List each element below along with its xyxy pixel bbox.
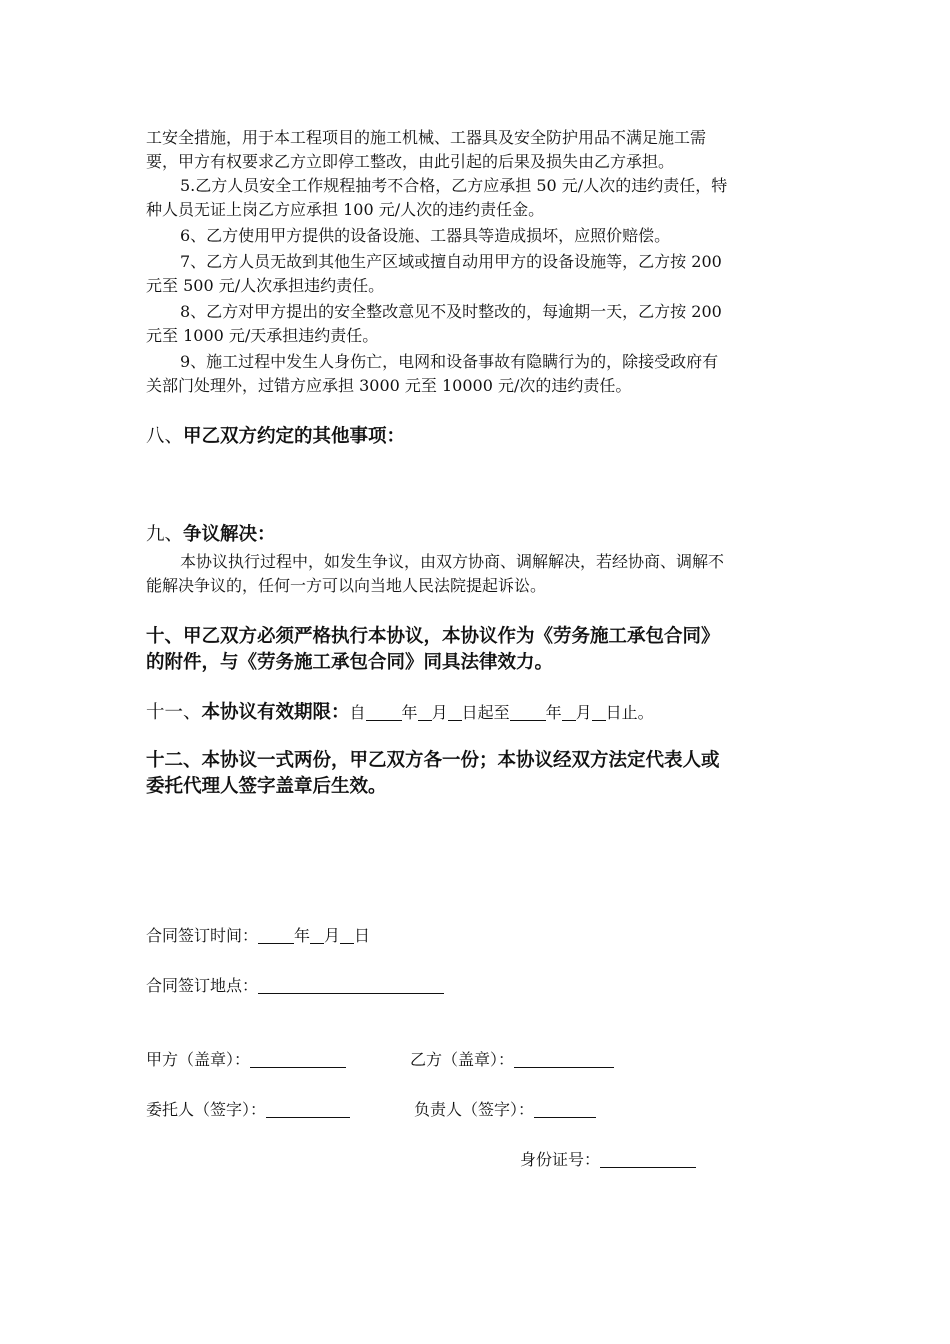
clause-text-line: 元至 1000 元/天承担违约责任。 (146, 326, 379, 345)
term-label: 日起至 (461, 703, 510, 722)
signing-place-label: 合同签订地点： (146, 976, 259, 995)
term-label: 月 (431, 703, 448, 722)
blank-line (340, 925, 354, 944)
section-10-line: 十、甲乙双方必须严格执行本协议，本协议作为《劳务施工承包合同》 (146, 626, 720, 647)
blank-line (366, 702, 402, 721)
section-12-line: 十二、本协议一式两份，甲乙双方各一份；本协议经双方法定代表人或 (146, 750, 720, 771)
blank-line (448, 702, 462, 721)
responsible-label: 负责人（签字）： (414, 1100, 535, 1119)
party-b-label: 乙方（盖章）： (410, 1050, 515, 1069)
section-number: 九、 (146, 524, 184, 545)
section-title: 甲乙双方约定的其他事项： (183, 426, 406, 447)
blank-line (600, 1149, 696, 1168)
clause-text-line: 元至 500 元/人次承担违约责任。 (146, 276, 385, 295)
blank-line (562, 702, 576, 721)
section-9-body: 本协议执行过程中，如发生争议，由双方协商、调解解决，若经协商、调解不 (180, 552, 725, 571)
signing-time-label: 合同签订时间： (146, 926, 259, 945)
clause-7: 7、乙方人员无故到其他生产区域或擅自动用甲方的设备设施等，乙方按 200 (180, 252, 722, 271)
clause-5: 5.乙方人员安全工作规程抽考不合格，乙方应承担 50 元/人次的违约责任，特 (180, 176, 728, 195)
section-title: 争议解决： (183, 524, 276, 545)
term-label: 年 (401, 703, 418, 722)
day-label: 日 (354, 926, 371, 945)
section-number: 十一、 (146, 702, 202, 723)
blank-line (534, 1099, 596, 1118)
section-9-body: 能解决争议的，任何一方可以向当地人民法院提起诉讼。 (146, 576, 547, 595)
year-label: 年 (294, 926, 311, 945)
section-9-heading (146, 522, 808, 548)
month-label: 月 (324, 926, 341, 945)
agent-label: 委托人（签字）： (146, 1100, 267, 1119)
clause-text-line: 要，甲方有权要求乙方立即停工整改，由此引起的后果及损失由乙方承担。 (146, 152, 675, 171)
signing-place (146, 974, 808, 998)
clause-text-line: 关部门处理外，过错方应承担 3000 元至 10000 元/次的违约责任。 (146, 376, 632, 395)
clause-8: 8、乙方对甲方提出的安全整改意见不及时整改的，每逾期一天，乙方按 200 (180, 302, 722, 321)
blank-line (510, 702, 546, 721)
term-label: 年 (545, 703, 562, 722)
term-label: 日止。 (605, 703, 654, 722)
party-a-label: 甲方（盖章）： (146, 1050, 251, 1069)
blank-line (266, 1099, 350, 1118)
section-number: 八、 (146, 426, 184, 447)
party-b-seal (410, 1048, 710, 1072)
section-11 (146, 700, 808, 726)
clause-6: 6、乙方使用甲方提供的设备设施、工器具等造成损坏，应照价赔偿。 (180, 226, 671, 245)
section-8-heading (146, 424, 808, 450)
blank-line (514, 1049, 614, 1068)
id-number (520, 1148, 770, 1172)
blank-line (592, 702, 606, 721)
clause-text-line: 种人员无证上岗乙方应承担 100 元/人次的违约责任金。 (146, 200, 545, 219)
clause-9: 9、施工过程中发生人身伤亡，电网和设备事故有隐瞒行为的，除接受政府有 (180, 352, 719, 371)
blank-line (258, 975, 444, 994)
blank-line (418, 702, 432, 721)
blank-line (250, 1049, 346, 1068)
id-number-label: 身份证号： (520, 1150, 601, 1169)
section-10-line: 的附件，与《劳务施工承包合同》同具法律效力。 (146, 652, 554, 673)
term-label: 自 (349, 703, 366, 722)
responsible-signature (414, 1098, 714, 1122)
term-label: 月 (575, 703, 592, 722)
signing-time (146, 924, 808, 948)
clause-text-line: 工安全措施，用于本工程项目的施工机械、工器具及安全防护用品不满足施工需 (146, 128, 707, 147)
blank-line (258, 925, 294, 944)
section-title: 本协议有效期限： (201, 702, 350, 723)
blank-line (310, 925, 324, 944)
section-12-line: 委托代理人签字盖章后生效。 (146, 776, 387, 797)
